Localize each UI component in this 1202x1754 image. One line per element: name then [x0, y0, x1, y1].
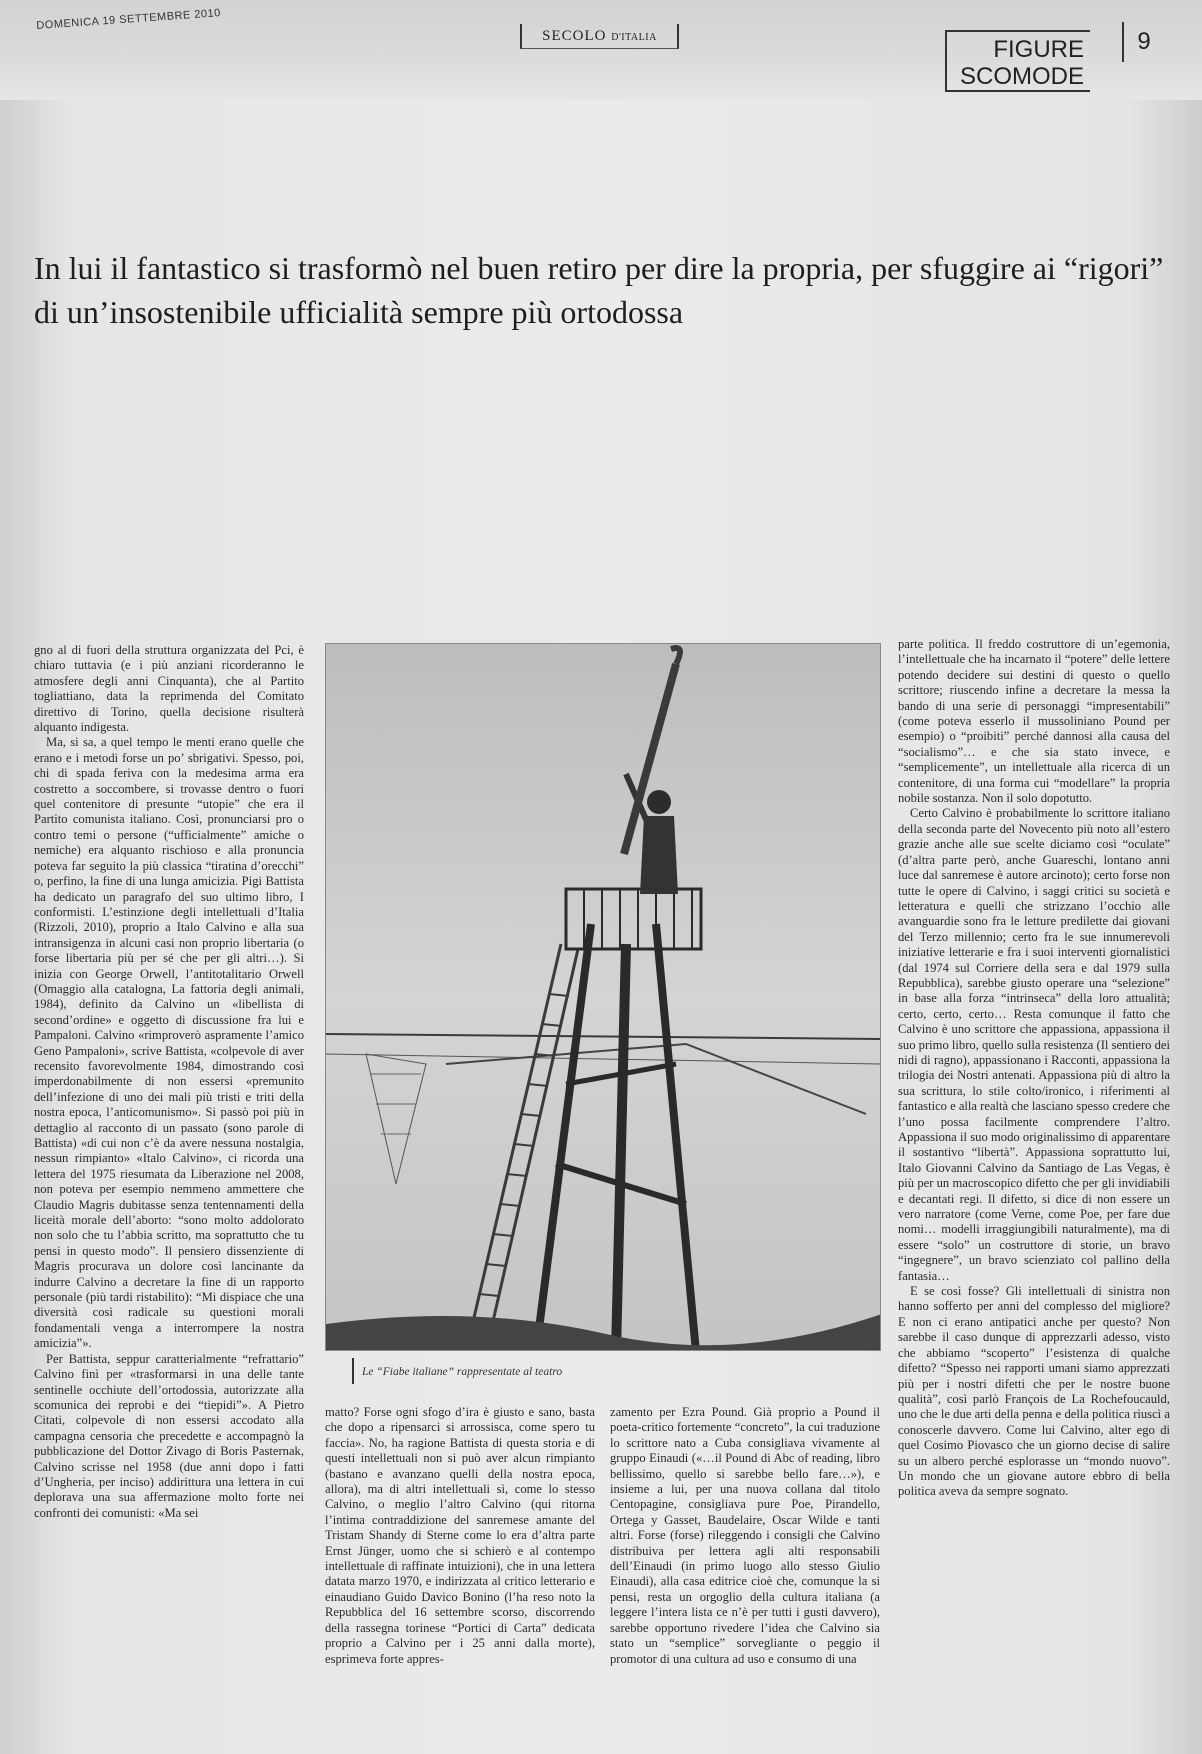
article-column-4: [898, 637, 1170, 1743]
masthead-suffix: D'ITALIA: [611, 32, 657, 43]
section-label-line2: SCOMODE: [959, 63, 1084, 90]
theatre-photo-illustration: [326, 644, 881, 1351]
article-paragraph: E se così fosse? Gli intellettuali di sinistra non hanno sofferto per anni del complesso del migliore? E non ci erano antipatici anche per questo? Non sarebbe il caso dunque di apprezzarli adesso, visto che abbiamo “scoperto” l’esistenza di qualche difetto? “Spesso nei rapporti umani siamo apprezzati più per i nostri difetti che per le nostre buone qualità”, così parlò François de La Rochefoucauld, uno che le due arti della penna e della politica riuscì a conoscerle davvero. Come lui Calvino, alter ego di quel Cosimo Piovasco che un giorno decise di salire su un albero perché esplorasse un “mondo nuovo”. Un mondo che un giovane autore ebbro di bella politica aveva da sempre sognato.: [898, 1284, 1170, 1499]
newspaper-masthead: [520, 24, 679, 49]
dateline: DOMENICA 19 SETTEMBRE 2010: [36, 7, 222, 32]
masthead-name: SECOLO: [542, 28, 607, 44]
article-paragraph: matto? Forse ogni sfogo d’ira è giusto e sano, basta che dopo a ripensarci si arrossisca, come spero tu faccia». No, ha ragione Battista di questa storia e di questi intellettuali non si può aver alcun rimpianto (bastano e avanzano quelli della nostra epoca, allora), ma di altri intellettuali sì, come lo stesso Calvino, o meglio l’altro Calvino (qui ritorna l’intima contraddizione del sanremese amante del Tristam Shandy di Sterne come lo era d’altra parte Ernst Jünger, uomo che si schierò e al contempo intellettuale di raffinate intuizioni), che in una lettera datata marzo 1970, e indirizzata al critico letterario e einaudiano Guido Davico Bonino (l’ha reso noto la Repubblica del 16 settembre scorso, discorrendo della rassegna torinese “Portici di Carta” dedicata proprio a Calvino per i 25 anni dalla morte), esprimeva forte appres-: [325, 1405, 595, 1666]
section-label: [945, 30, 1090, 92]
article-headline: In lui il fantastico si trasformò nel buen retiro per dire la propria, per sfuggire ai “rigori” di un’insostenibile ufficialità sempre più ortodossa: [34, 250, 1164, 330]
article-paragraph: parte politica. Il freddo costruttore di un’egemonia, l’intellettuale che ha incarnato il “potere” delle lettere potendo decidere sui destini di questo o quello scrittore; riuscendo infine a decretare la messa la bando di una serie di personaggi “impresentabili” (come poteva esserlo il mussoliniano Pound per esempio) o “proibiti” perché dannosi alla causa del “socialismo”… e che sia stato invece, e “semplicemente”, un intellettuale alla ricerca di un contenitore, di una forma cui “modellare” la propria nobile sostanza. Non il solo dopotutto.: [898, 637, 1170, 806]
article-paragraph: gno al di fuori della struttura organizzata del Pci, è chiaro tuttavia (e i più anziani ricorderanno le atmosfere degli anni Cinquanta), che al Partito togliattiano, data la reprimenda del Comitato direttivo di Torino, quella decisione risulterà alquanto indigesta.: [34, 643, 304, 735]
section-label-line1: FIGURE: [993, 36, 1084, 63]
article-paragraph: Certo Calvino è probabilmente lo scrittore italiano della seconda parte del Novecento più noto all’estero grazie anche alle sue scelte diciamo così “oculate” (d’altra parte però, anche Guareschi, lontano anni luce dal sanremese è autore arcinoto); certo forse non tutte le opere di Calvino, i saggi critici su società e letteratura e quelli che strizzano l’occhio alle avanguardie sono fra le letture predilette dai giovani del Terzo millennio; certo fra le sue innumerevoli iniziative letterarie e fra i suoi interventi giornalistici (dal 1974 sul Corriere della sera e dal 1979 sulla Repubblica), sarebbe giusto operare una “selezione” in base alla forza “intrinseca” della loro attualità; certo, certo, certo… Resta comunque il fatto che Calvino è uno scrittore che appassiona, appassiona il suo primo libro, quello sulla resistenza (Il sentiero dei nidi di ragno), appassionano i Racconti, appassiona la trilogia dei Nostri antenati. Appassiona più di altro la sua scrittura, lo stile colto/ironico, i riferimenti al fantastico e alla realtà che lasciano spesso credere che l’uno possa facilmente comprendere l’altro. Appassiona il suo modo originalissimo di apparentare il sostantivo “libertà”. Appassiona soprattutto lui, Italo Giovanni Calvino da Santiago de Las Vegas, è più per un macroscopico difetto che per gli invidiabili e decantati regi. Il difetto, si dice di non essere un vero narratore (come Verne, come Poe, per fare due nomi… modelli irraggiungibili naturalmente), ma di essere “solo” un costruttore di storie, un bravo “ingegnere”, un bravo scienziato col pallino della fantasia…: [898, 806, 1170, 1283]
article-column-2: [325, 1405, 595, 1743]
article-paragraph: Per Battista, seppur caratterialmente “refrattario” Calvino finì per «trasformarsi in una delle tante sentinelle occhiute dell’ortodossia, autorizzate alla scomunica dei reprobi e dei “tiepidi”». A Pietro Citati, colpevole di non essersi accodato alla campagna censoria che precedette e accompagnò la pubblicazione del Dottor Zivago di Boris Pasternak, Calvino scrisse nel 1958 (due anni dopo i fatti d’Ungheria, per inciso) addirittura una lettera in cui deplorava una sua affermazione molto forte nei confronti dei comunisti: «Ma sei: [34, 1351, 304, 1520]
caption-marker: [352, 1358, 354, 1384]
article-paragraph: Ma, si sa, a quel tempo le menti erano quelle che erano e i metodi forse un po’ sbrigativi. Spesso, poi, chi di spada feriva con la medesima arma era costretto a soccombere, si trovasse dentro o fuori quel contenitore di presunte “utopie” che era il Partito comunista italiano. Così, pronunciarsi pro o contro temi o persone (“ufficialmente” amiche o nemiche) era alquanto rischioso e alla pronuncia poteva far seguito la più classica “tiratina d’orecchi” o, perfino, la fine di una lunga amicizia. Pigi Battista ha dedicato un paragrafo del suo ultimo libro, I conformisti. L’estinzione degli intellettuali d’Italia (Rizzoli, 2010), proprio a Italo Calvino e alla sua intransigenza in alcuni casi non proprio libertaria (o forse libertaria più per sé che per gli altri…). Si inizia con George Orwell, l’antitotalitario Orwell (Omaggio alla catalogna, La fattoria degli animali, 1984), definito da Calvino un «libellista di second’ordine» e oggetto di discussione fra lui e Pampaloni. Calvino «rimproverò aspramente l’amico Geno Pampaloni», scrive Battista, «colpevole di aver recensito favorevolmente 1984, dimostrando così imperdonabilmente di non essersi «premunito dell’infezione di uno dei mali più tristi e triti della nostra epoca, l’anticomunismo». Si passò poi più in dettaglio al racconto di un passato (sono parole di Battista) «di cui non c’è da avere nessuna nostalgia, nessun rimpianto» «Italo Calvino», ci ricorda una lettera del 1975 riesumata da Liberazione nel 2008, non poteva per esempio nemmeno ammettere che Claudio Magris dubitasse senza tentennamenti della liceità morale dell’aborto: “sono molto addolorato non solo che tu l’abbia scritto, ma soprattutto che tu pensi in questo modo”. Il pensiero dissenziente di Magris procurava un dolore così lancinante da indurre Calvino a decretare la fine di un rapporto personale (più tardi ristabilito): “Mi dispiace che una diversità così radicale su questioni morali fondamentali venga a interrompere la nostra amicizia”».: [34, 735, 304, 1351]
article-paragraph: zamento per Ezra Pound. Già proprio a Pound il poeta-critico fortemente “concreto”, la cui traduzione lo scrittore nato a Cuba consigliava vivamente al gruppo Einaudi («…il Pound di Abc of reading, libro bellissimo, quello si sarebbe bello fare…»), e insieme a lui, per una nuova collana dal titolo Centopagine, consigliava pure Poe, Pirandello, Ortega y Gasset, Baudelaire, Oscar Wilde e tanti altri. Forse (forse) rileggendo i consigli che Calvino distribuiva per lettera agli alti responsabili dell’Einaudi (in primo luogo allo stesso Giulio Einaudi), alla casa editrice cioè che, comunque la si pensi, resta un orgoglio della cultura italiana (a leggere l’intera lista ce n’è per tutti i gusti davvero), sarebbe opportuno rivedere l’idea che Calvino sia stato un “semplice” sorvegliante o peggio il promotor di una cultura ad uso e consumo di una: [610, 1405, 880, 1666]
article-column-1: [34, 643, 304, 1743]
page-number: 9: [1122, 22, 1164, 62]
article-column-3: [610, 1405, 880, 1743]
article-photo: [325, 643, 881, 1351]
photo-caption: Le “Fiabe italiane” rappresentate al teatro: [362, 1366, 563, 1378]
